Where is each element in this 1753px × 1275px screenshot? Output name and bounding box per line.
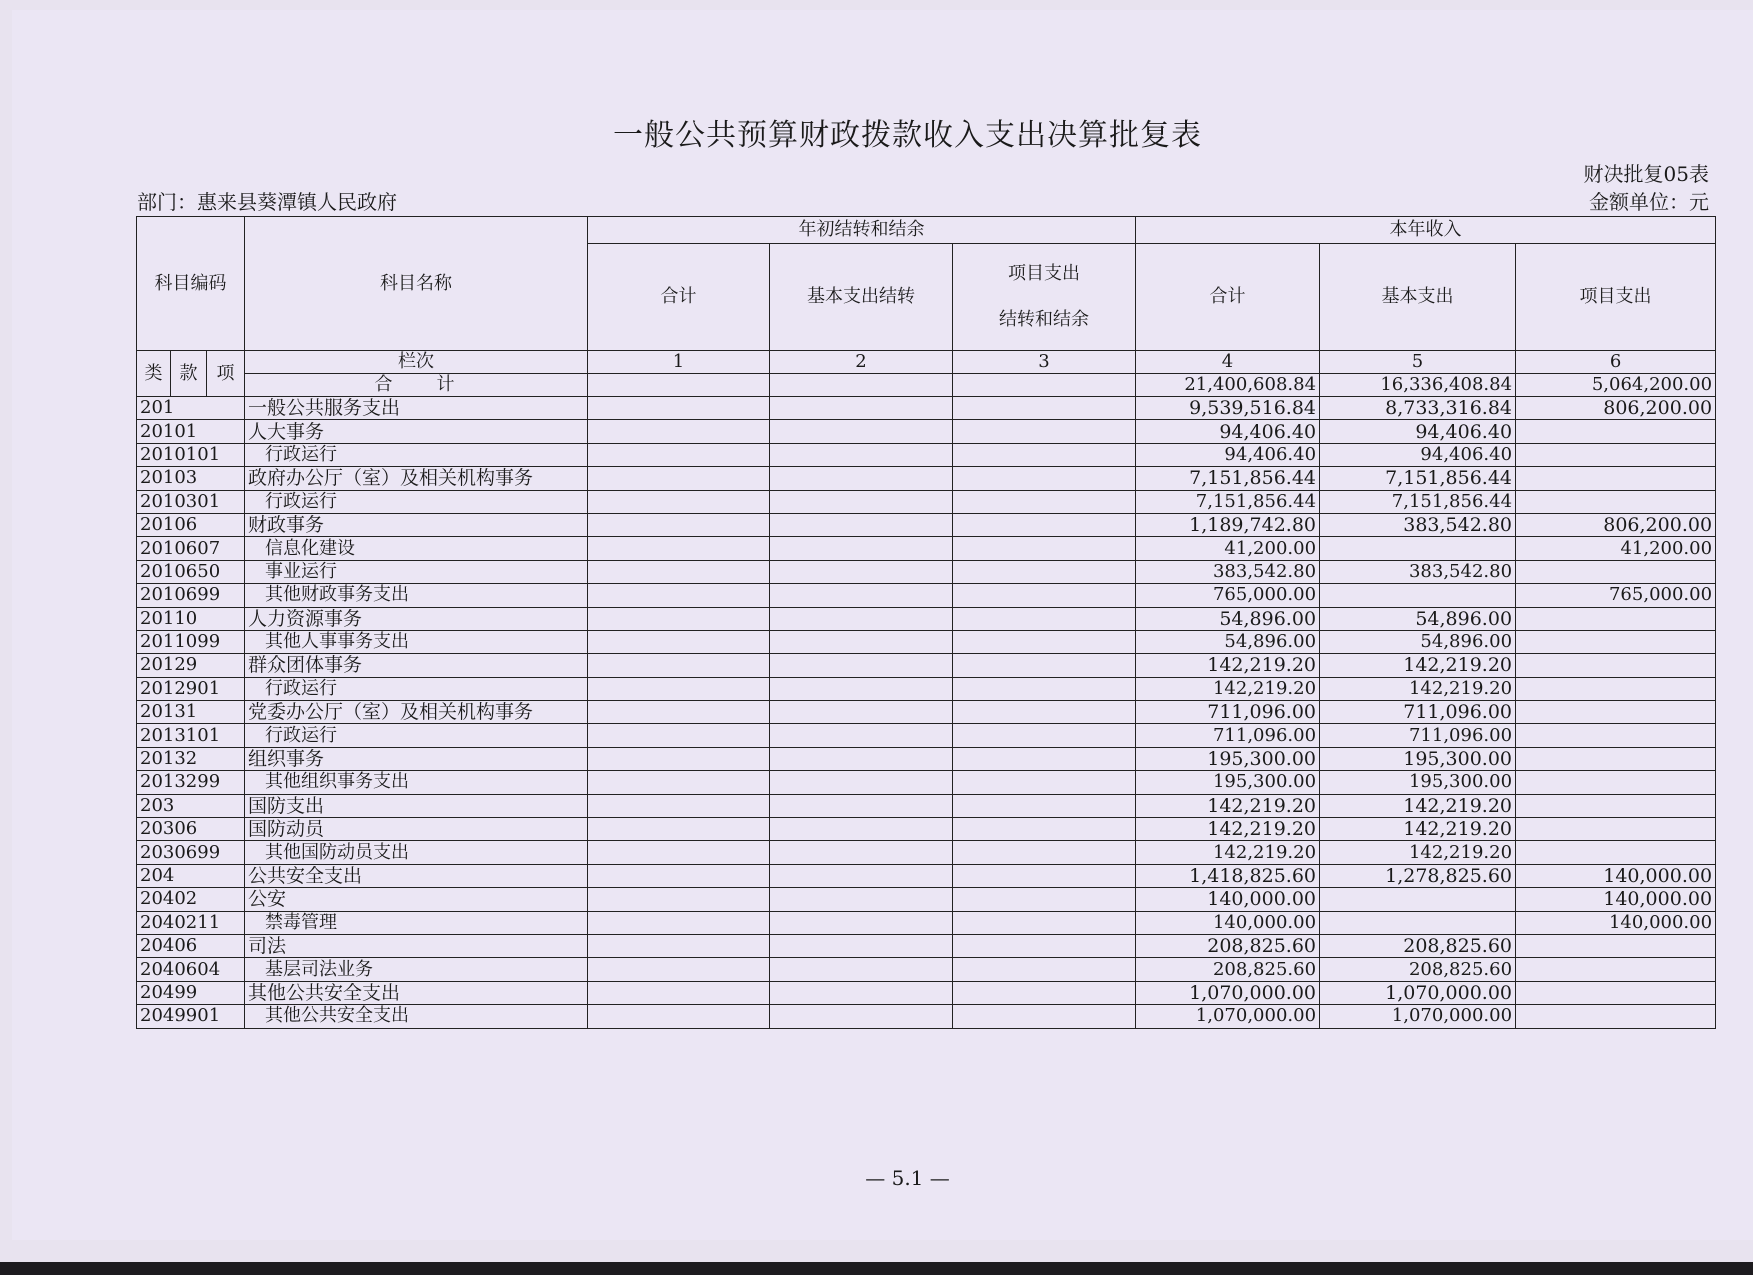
row-c1 — [588, 560, 770, 583]
row-c5 — [1320, 537, 1516, 560]
row-c2 — [770, 794, 953, 817]
col-number: 4 — [1136, 351, 1320, 374]
row-code: 20306 — [137, 818, 245, 841]
col-number: 6 — [1516, 351, 1716, 374]
row-c5: 142,219.20 — [1320, 794, 1516, 817]
row-c4: 208,825.60 — [1136, 934, 1320, 957]
header-xiang: 项 — [207, 351, 245, 397]
row-name: 基层司法业务 — [245, 958, 588, 981]
row-c2 — [770, 724, 953, 747]
row-c5: 1,070,000.00 — [1320, 981, 1516, 1004]
header-code: 科目编码 — [137, 217, 245, 351]
header-carry-basic: 基本支出结转 — [770, 244, 953, 351]
row-c2 — [770, 747, 953, 770]
row-c4: 54,896.00 — [1136, 630, 1320, 653]
row-name: 行政运行 — [245, 677, 588, 700]
row-name: 公共安全支出 — [245, 864, 588, 887]
row-c5 — [1320, 888, 1516, 911]
row-c1 — [588, 584, 770, 607]
scan-edge — [0, 1262, 1753, 1275]
row-c5: 142,219.20 — [1320, 654, 1516, 677]
row-c3 — [953, 607, 1136, 630]
header-carry-project-line1: 项目支出 — [1008, 263, 1081, 284]
row-c6: 806,200.00 — [1516, 513, 1716, 536]
row-c6 — [1516, 654, 1716, 677]
table-row — [137, 911, 1716, 934]
header-income-basic: 基本支出 — [1320, 244, 1516, 351]
row-c5: 7,151,856.44 — [1320, 490, 1516, 513]
table-row — [137, 467, 1716, 490]
row-c5: 54,896.00 — [1320, 630, 1516, 653]
row-c4: 1,189,742.80 — [1136, 513, 1320, 536]
row-c4: 54,896.00 — [1136, 607, 1320, 630]
row-code: 2013299 — [137, 771, 245, 794]
row-c1 — [588, 818, 770, 841]
row-c2 — [770, 654, 953, 677]
row-c6 — [1516, 1005, 1716, 1028]
row-c1 — [588, 420, 770, 443]
row-c4: 711,096.00 — [1136, 724, 1320, 747]
row-code: 2013101 — [137, 724, 245, 747]
row-c2 — [770, 397, 953, 420]
total-c4: 21,400,608.84 — [1136, 374, 1320, 397]
table-row — [137, 864, 1716, 887]
header-column-order: 栏次 — [245, 351, 588, 374]
table-row — [137, 630, 1716, 653]
row-code: 20103 — [137, 467, 245, 490]
row-c6: 806,200.00 — [1516, 397, 1716, 420]
row-c1 — [588, 537, 770, 560]
row-c4: 1,070,000.00 — [1136, 1005, 1320, 1028]
row-c3 — [953, 864, 1136, 887]
row-c4: 140,000.00 — [1136, 888, 1320, 911]
row-c2 — [770, 1005, 953, 1028]
table-row — [137, 654, 1716, 677]
table-row — [137, 537, 1716, 560]
row-c1 — [588, 864, 770, 887]
row-c5: 208,825.60 — [1320, 934, 1516, 957]
row-name: 公安 — [245, 888, 588, 911]
row-name: 一般公共服务支出 — [245, 397, 588, 420]
table-row — [137, 841, 1716, 864]
row-name: 人力资源事务 — [245, 607, 588, 630]
row-c6 — [1516, 630, 1716, 653]
table-row — [137, 981, 1716, 1004]
row-c3 — [953, 420, 1136, 443]
row-c5: 142,219.20 — [1320, 841, 1516, 864]
row-c3 — [953, 888, 1136, 911]
row-c3 — [953, 397, 1136, 420]
row-c6 — [1516, 841, 1716, 864]
table-body — [137, 397, 1716, 1029]
row-name: 人大事务 — [245, 420, 588, 443]
row-c3 — [953, 1005, 1136, 1028]
table-row — [137, 818, 1716, 841]
table-row — [137, 747, 1716, 770]
amount-unit: 金额单位：元 — [1589, 190, 1709, 214]
table-row — [137, 888, 1716, 911]
row-c1 — [588, 747, 770, 770]
row-c4: 142,219.20 — [1136, 677, 1320, 700]
header-income-total: 合计 — [1136, 244, 1320, 351]
row-c1 — [588, 771, 770, 794]
row-code: 2010699 — [137, 584, 245, 607]
row-c3 — [953, 584, 1136, 607]
table-row — [137, 607, 1716, 630]
row-name: 行政运行 — [245, 443, 588, 466]
row-code: 2030699 — [137, 841, 245, 864]
row-c1 — [588, 958, 770, 981]
row-c1 — [588, 911, 770, 934]
table-row — [137, 397, 1716, 420]
row-c1 — [588, 607, 770, 630]
table-row — [137, 677, 1716, 700]
row-c1 — [588, 701, 770, 724]
row-name: 事业运行 — [245, 560, 588, 583]
row-code: 20106 — [137, 513, 245, 536]
row-c6: 41,200.00 — [1516, 537, 1716, 560]
row-c1 — [588, 677, 770, 700]
table-row — [137, 794, 1716, 817]
row-code: 20101 — [137, 420, 245, 443]
table-row — [137, 420, 1716, 443]
table-row — [137, 443, 1716, 466]
row-c6 — [1516, 420, 1716, 443]
row-c6 — [1516, 490, 1716, 513]
row-code: 201 — [137, 397, 245, 420]
total-c5: 16,336,408.84 — [1320, 374, 1516, 397]
row-c4: 140,000.00 — [1136, 911, 1320, 934]
col-number: 2 — [770, 351, 953, 374]
row-c5 — [1320, 584, 1516, 607]
row-c5: 142,219.20 — [1320, 677, 1516, 700]
table-row — [137, 958, 1716, 981]
row-c3 — [953, 747, 1136, 770]
row-c3 — [953, 513, 1136, 536]
total-label: 合计 — [245, 374, 588, 397]
row-c2 — [770, 771, 953, 794]
row-c1 — [588, 654, 770, 677]
row-c4: 142,219.20 — [1136, 818, 1320, 841]
col-number: 3 — [953, 351, 1136, 374]
table-row — [137, 490, 1716, 513]
row-c2 — [770, 420, 953, 443]
form-number: 财决批复05表 — [1583, 162, 1709, 186]
row-c5: 1,278,825.60 — [1320, 864, 1516, 887]
row-c5: 208,825.60 — [1320, 958, 1516, 981]
row-code: 2010301 — [137, 490, 245, 513]
row-c3 — [953, 934, 1136, 957]
row-c5: 94,406.40 — [1320, 443, 1516, 466]
total-c1 — [588, 374, 770, 397]
row-c6 — [1516, 701, 1716, 724]
row-name: 行政运行 — [245, 724, 588, 747]
row-c6: 765,000.00 — [1516, 584, 1716, 607]
budget-table — [136, 216, 1716, 1029]
row-c4: 94,406.40 — [1136, 443, 1320, 466]
row-c3 — [953, 654, 1136, 677]
row-code: 20131 — [137, 701, 245, 724]
row-c6 — [1516, 747, 1716, 770]
row-code: 204 — [137, 864, 245, 887]
row-c2 — [770, 630, 953, 653]
row-name: 其他公共安全支出 — [245, 1005, 588, 1028]
row-code: 20132 — [137, 747, 245, 770]
row-code: 20129 — [137, 654, 245, 677]
row-c2 — [770, 888, 953, 911]
row-c6 — [1516, 771, 1716, 794]
row-c1 — [588, 490, 770, 513]
row-c3 — [953, 490, 1136, 513]
row-c4: 41,200.00 — [1136, 537, 1320, 560]
row-code: 2040211 — [137, 911, 245, 934]
row-name: 国防动员 — [245, 818, 588, 841]
row-c6 — [1516, 467, 1716, 490]
row-name: 行政运行 — [245, 490, 588, 513]
row-c3 — [953, 630, 1136, 653]
row-code: 203 — [137, 794, 245, 817]
row-c3 — [953, 537, 1136, 560]
row-c6: 140,000.00 — [1516, 864, 1716, 887]
row-c2 — [770, 864, 953, 887]
row-c2 — [770, 841, 953, 864]
table-row — [137, 584, 1716, 607]
row-c4: 142,219.20 — [1136, 654, 1320, 677]
row-c5: 54,896.00 — [1320, 607, 1516, 630]
row-c6 — [1516, 934, 1716, 957]
page-number: — 5.1 — — [865, 1166, 950, 1190]
row-c5: 195,300.00 — [1320, 747, 1516, 770]
row-c2 — [770, 818, 953, 841]
row-c5 — [1320, 911, 1516, 934]
row-c6 — [1516, 607, 1716, 630]
header-carry-project-line2: 结转和结余 — [999, 309, 1090, 330]
row-c2 — [770, 677, 953, 700]
row-c2 — [770, 607, 953, 630]
row-c2 — [770, 584, 953, 607]
row-c1 — [588, 397, 770, 420]
table-row — [137, 513, 1716, 536]
table-row — [137, 701, 1716, 724]
row-c1 — [588, 934, 770, 957]
total-c6: 5,064,200.00 — [1516, 374, 1716, 397]
row-c4: 9,539,516.84 — [1136, 397, 1320, 420]
row-c4: 1,418,825.60 — [1136, 864, 1320, 887]
row-c4: 765,000.00 — [1136, 584, 1320, 607]
row-c2 — [770, 981, 953, 1004]
row-code: 2011099 — [137, 630, 245, 653]
row-name: 党委办公厅（室）及相关机构事务 — [245, 701, 588, 724]
table-row — [137, 1005, 1716, 1028]
row-c6: 140,000.00 — [1516, 888, 1716, 911]
row-c4: 142,219.20 — [1136, 794, 1320, 817]
row-code: 20402 — [137, 888, 245, 911]
row-name: 其他国防动员支出 — [245, 841, 588, 864]
row-name: 其他组织事务支出 — [245, 771, 588, 794]
row-c4: 711,096.00 — [1136, 701, 1320, 724]
row-c5: 8,733,316.84 — [1320, 397, 1516, 420]
row-name: 组织事务 — [245, 747, 588, 770]
row-c4: 383,542.80 — [1136, 560, 1320, 583]
row-name: 财政事务 — [245, 513, 588, 536]
row-c6 — [1516, 560, 1716, 583]
row-c5: 142,219.20 — [1320, 818, 1516, 841]
row-c3 — [953, 794, 1136, 817]
row-c4: 7,151,856.44 — [1136, 490, 1320, 513]
row-c5: 7,151,856.44 — [1320, 467, 1516, 490]
row-c2 — [770, 958, 953, 981]
table-row — [137, 934, 1716, 957]
row-c4: 195,300.00 — [1136, 747, 1320, 770]
row-code: 2049901 — [137, 1005, 245, 1028]
row-c4: 142,219.20 — [1136, 841, 1320, 864]
row-c6 — [1516, 818, 1716, 841]
row-name: 群众团体事务 — [245, 654, 588, 677]
row-c3 — [953, 560, 1136, 583]
row-c1 — [588, 888, 770, 911]
row-code: 2010101 — [137, 443, 245, 466]
row-c6 — [1516, 794, 1716, 817]
row-code: 20499 — [137, 981, 245, 1004]
row-name: 信息化建设 — [245, 537, 588, 560]
row-c2 — [770, 490, 953, 513]
row-c2 — [770, 911, 953, 934]
row-c3 — [953, 818, 1136, 841]
row-c3 — [953, 958, 1136, 981]
row-name: 其他人事事务支出 — [245, 630, 588, 653]
row-c5: 1,070,000.00 — [1320, 1005, 1516, 1028]
row-c6 — [1516, 981, 1716, 1004]
total-c2 — [770, 374, 953, 397]
row-c6 — [1516, 677, 1716, 700]
header-kuan: 款 — [171, 351, 207, 397]
row-c3 — [953, 701, 1136, 724]
row-c3 — [953, 467, 1136, 490]
row-c6 — [1516, 724, 1716, 747]
row-c3 — [953, 677, 1136, 700]
row-code: 2010650 — [137, 560, 245, 583]
row-name: 政府办公厅（室）及相关机构事务 — [245, 467, 588, 490]
page-title: 一般公共预算财政拨款收入支出决算批复表 — [613, 118, 1202, 153]
row-c1 — [588, 467, 770, 490]
row-c5: 94,406.40 — [1320, 420, 1516, 443]
row-name: 国防支出 — [245, 794, 588, 817]
row-c2 — [770, 513, 953, 536]
row-c4: 195,300.00 — [1136, 771, 1320, 794]
row-code: 20110 — [137, 607, 245, 630]
header-lei: 类 — [137, 351, 171, 397]
row-c6: 140,000.00 — [1516, 911, 1716, 934]
row-c2 — [770, 443, 953, 466]
row-c5: 711,096.00 — [1320, 724, 1516, 747]
row-c1 — [588, 794, 770, 817]
header-carry-total: 合计 — [588, 244, 770, 351]
header-group-income: 本年收入 — [1136, 217, 1716, 244]
row-c2 — [770, 537, 953, 560]
row-c3 — [953, 724, 1136, 747]
row-code: 2040604 — [137, 958, 245, 981]
col-number: 5 — [1320, 351, 1516, 374]
row-c5: 195,300.00 — [1320, 771, 1516, 794]
department-label: 部门：惠来县葵潭镇人民政府 — [137, 190, 397, 214]
row-c5: 711,096.00 — [1320, 701, 1516, 724]
row-c3 — [953, 911, 1136, 934]
header-income-project: 项目支出 — [1516, 244, 1716, 351]
row-c2 — [770, 560, 953, 583]
total-c3 — [953, 374, 1136, 397]
row-c4: 7,151,856.44 — [1136, 467, 1320, 490]
row-code: 2010607 — [137, 537, 245, 560]
row-c5: 383,542.80 — [1320, 560, 1516, 583]
row-c1 — [588, 841, 770, 864]
table-row — [137, 560, 1716, 583]
row-name: 其他财政事务支出 — [245, 584, 588, 607]
row-c4: 1,070,000.00 — [1136, 981, 1320, 1004]
row-name: 禁毒管理 — [245, 911, 588, 934]
row-c2 — [770, 701, 953, 724]
row-c2 — [770, 934, 953, 957]
row-code: 20406 — [137, 934, 245, 957]
header-carry-project — [953, 244, 1136, 351]
row-name: 其他公共安全支出 — [245, 981, 588, 1004]
header-group-carryover: 年初结转和结余 — [588, 217, 1136, 244]
row-code: 2012901 — [137, 677, 245, 700]
row-c4: 208,825.60 — [1136, 958, 1320, 981]
row-c3 — [953, 771, 1136, 794]
row-c1 — [588, 1005, 770, 1028]
col-number: 1 — [588, 351, 770, 374]
row-c6 — [1516, 443, 1716, 466]
row-c1 — [588, 981, 770, 1004]
header-name: 科目名称 — [245, 217, 588, 351]
row-c3 — [953, 841, 1136, 864]
row-c1 — [588, 724, 770, 747]
table-row — [137, 724, 1716, 747]
row-c1 — [588, 630, 770, 653]
row-c4: 94,406.40 — [1136, 420, 1320, 443]
row-c3 — [953, 443, 1136, 466]
row-c3 — [953, 981, 1136, 1004]
table-row — [137, 771, 1716, 794]
row-c6 — [1516, 958, 1716, 981]
row-c5: 383,542.80 — [1320, 513, 1516, 536]
row-name: 司法 — [245, 934, 588, 957]
row-c1 — [588, 443, 770, 466]
row-c2 — [770, 467, 953, 490]
row-c1 — [588, 513, 770, 536]
